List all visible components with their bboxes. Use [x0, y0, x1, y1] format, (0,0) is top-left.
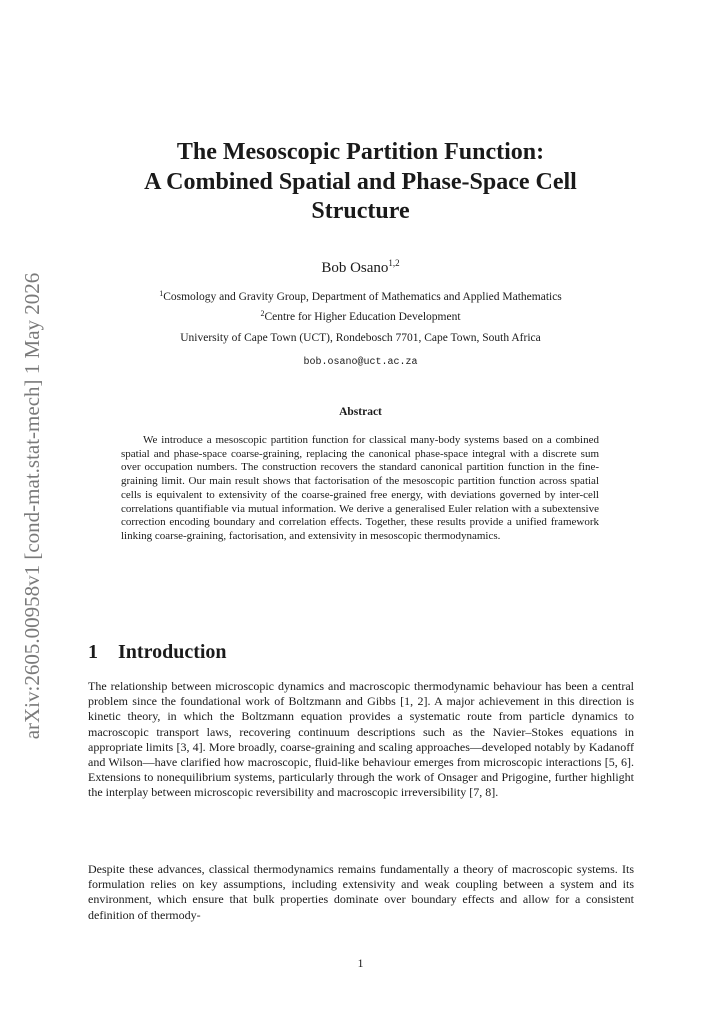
- page-number: 1: [357, 956, 364, 970]
- paper-title: [80, 138, 641, 227]
- author: [0, 258, 721, 277]
- section-title: Introduction: [118, 641, 227, 663]
- title-line-1: The Mesoscopic Partition Function:: [176, 139, 545, 165]
- section-heading: [88, 641, 227, 664]
- affiliation-text: Centre for Higher Education Development: [264, 311, 461, 323]
- affiliation-text: University of Cape Town (UCT), Rondebosch 7701, Cape Town, South Africa: [180, 332, 541, 344]
- author-email: bob.osano@uct.ac.za: [303, 357, 418, 368]
- affiliation-3: [0, 332, 721, 344]
- affiliation-1: [0, 289, 721, 303]
- author-superscript: 1,2: [388, 258, 400, 268]
- intro-paragraph-1: The relationship between microscopic dynamics and macroscopic thermodynamic behaviour has been a central problem since the foundational work of Boltzmann and Gibbs [1, 2]. A major achievement in this direction is kinetic theory, in which the Boltzmann equation provides a systematic route from particle dynamics to macroscopic transport laws, recovering continuum descriptions such as the Navier–Stokes equations in appropriate limits [3, 4]. More broadly, coarse-graining and scaling approaches—developed notably by Kadanoff and Wilson—have clarified how macroscopic, fluid-like behaviour emerges from microscopic interactions [5, 6]. Extensions to nonequilibrium systems, particularly through the work of Onsager and Prigogine, further highlight the interplay between microscopic reversibility and macroscopic irreversibility [7, 8].: [88, 679, 634, 800]
- intro-paragraph-2: Despite these advances, classical thermodynamics remains fundamentally a theory of macroscopic systems. Its formulation relies on key assumptions, including extensivity and weak coupling between a system and its environment, which ensure that bulk properties dominate over boundary effects and allow for a consistent definition of thermody-: [88, 862, 634, 922]
- affiliation-2: [0, 309, 721, 323]
- title-line-3: Structure: [311, 198, 410, 224]
- section-number: 1: [88, 641, 98, 663]
- abstract-text: We introduce a mesoscopic partition function for classical many-body systems based on a combined spatial and phase-space coarse-graining, replacing the canonical phase-space integral with a discrete sum over occupation numbers. The construction recovers the standard canonical partition function in the fine-graining limit. Our main result shows that factorisation of the mesoscopic partition function across spatial cells is equivalent to extensivity of the coarse-grained free energy, with deviations governed by inter-cell correlations quantifiable via mutual information. We derive a generalised Euler relation with a subextensive correction encoding boundary and correlation effects. Together, these results provide a unified framework linking coarse-graining, factorisation, and extensivity in mesoscopic thermodynamics.: [121, 434, 599, 542]
- title-line-2: A Combined Spatial and Phase-Space Cell: [144, 168, 577, 195]
- affiliation-text: Cosmology and Gravity Group, Department of Mathematics and Applied Mathematics: [163, 291, 562, 303]
- author-name: Bob Osano: [321, 260, 389, 276]
- abstract-heading: Abstract: [339, 406, 382, 418]
- affiliation-mark: 1: [159, 289, 164, 298]
- arxiv-identifier: arXiv:2605.00958v1 [cond-mat.stat-mech] 1 May 2026: [20, 272, 44, 740]
- affiliation-mark: 2: [260, 309, 265, 318]
